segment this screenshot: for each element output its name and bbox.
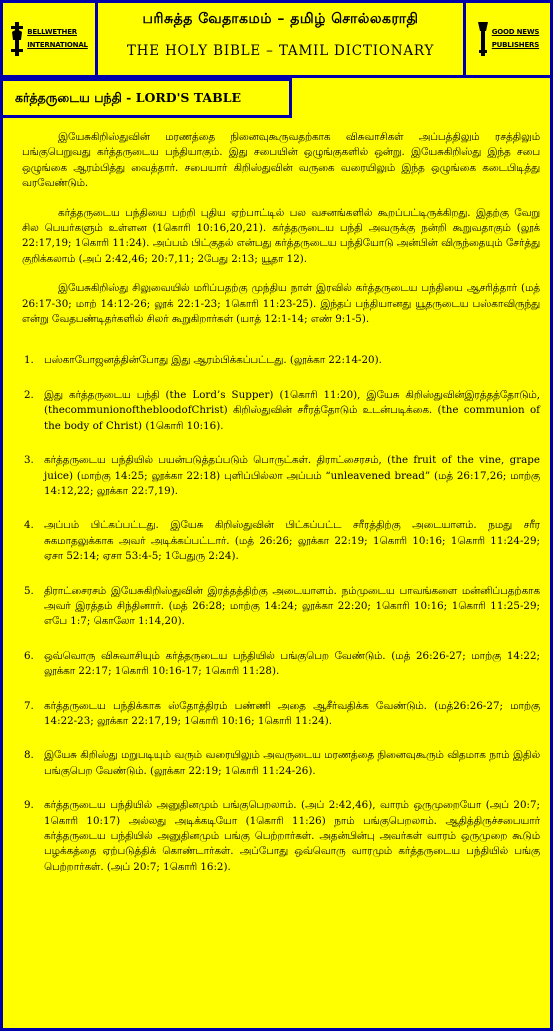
item-text: திராட்சைரசம் இயேசுகிறிஸ்துவின் இரத்தத்திற்கு அடையாளம். நம்முடைய பாவங்களை மன்னிப்பதற்காக அவர் இரத்தம் சிந்தினார். (மத் 26:28; மாற்கு 14:24; லூக்கா 22:20; 1கொரி 10:16; 1கொரி 11:25-29; எபே 1:7; கொலோ 1:14,20). (44, 584, 540, 628)
intro-paragraph-1: இயேசுகிறிஸ்துவின் மரணத்தை நினைவுகூருவதற்காக விசுவாசிகள் அப்பத்திலும் ரசத்திலும் பங்குபெறுவது கர்த்தருடைய பந்தியாகும். இது சபையின் ஒழுங்குகளில் ஒன்று. இயேசுகிறிஸ்து இந்த சபை ஒழுங்கை ஆரம்பித்து வைத்தார். சபையார் கிறிஸ்துவின் வருகை வரையிலும் இந்த ஒழுங்கை கடைபிடித்து வரவேண்டும். (22, 131, 540, 190)
list-item (18, 798, 540, 875)
title-box (98, 0, 463, 78)
list-item (18, 748, 540, 779)
list-item (18, 584, 540, 630)
item-text: ஒவ்வொரு விசுவாசியும் கர்த்தருடைய பந்தியில் பங்குபெற வேண்டும். (மத் 26:26-27; மாற்கு 14:22; லூக்கா 22:17; 1கொரி 10:16-17; 1கொரி 11:28). (44, 649, 540, 678)
right-logo-line1: GOOD NEWS (491, 28, 540, 36)
item-number: 3. (24, 454, 34, 467)
list-item (18, 353, 540, 368)
header (0, 0, 553, 78)
bellwether-logo (0, 0, 98, 78)
item-number: 8. (24, 749, 34, 762)
item-text: இது கர்த்தருடைய பந்தி (the Lord’s Supper) (1கொரி 11:20), இயேசு கிறிஸ்துவின்இரத்தத்தோடும்,(thecommunionofthebloodofChrist) கிறிஸ்துவின் சரீரத்தோடும் உடன்படிக்கை. (the communion of the body of Christ) (1கொரி 10:16). (44, 388, 540, 432)
list-item (18, 699, 540, 730)
good-news-logo (463, 0, 553, 78)
left-logo-line2: INTERNATIONAL (27, 41, 88, 49)
list-item (18, 518, 540, 564)
item-text: கர்த்தருடைய பந்தியில் அனுதினமும் பங்குபெறலாம். (அப் 2:42,46), வாரம் ஒருமுறையோ (அப் 20:7; 1கொரி 10:17) அல்லது அடிக்கடியோ (1கொரி 11:26) நாம் பங்குபெறலாம். ஆதித்திருச்சபையார் கர்த்தருடைய பந்தியில் அனுதினமும் பங்கு பெற்றார்கள். அதன்பின்பு அவர்கள் வாரம் ஒருமுறை கூடும் பழக்கத்தை ஏற்படுத்திக் கொண்டார்கள். அப்போது ஒவ்வொரு வாரமும் கர்த்தருடைய பந்தியில் பங்கு பெற்றார்கள். (அப் 20:7; 1கொரி 16:2). (44, 799, 540, 873)
title-english: THE HOLY BIBLE – TAMIL DICTIONARY (126, 43, 435, 59)
item-text: பஸ்காபோஜனத்தின்போது இது ஆரம்பிக்கப்பட்டது. (லூக்கா 22:14-20). (44, 354, 382, 367)
torch-icon (477, 22, 489, 56)
item-number: 7. (24, 699, 34, 712)
item-number: 6. (24, 649, 34, 662)
item-number: 2. (24, 388, 34, 401)
points-list (18, 353, 540, 875)
list-item (18, 388, 540, 434)
section-title: கர்த்தருடைய பந்தி - LORD'S TABLE (0, 78, 292, 118)
item-text: கர்த்தருடைய பந்திக்காக ஸ்தோத்திரம் பண்ணி அதை ஆசீர்வதிக்க வேண்டும். (மத்26:26-27; மாற்கு 14:22-23; லூக்கா 22:17,19; 1கொரி 10:16; 1கொரி 11:24). (44, 699, 540, 727)
item-text: அப்பம் பிட்கப்பட்டது. இயேசு கிறிஸ்துவின் பிட்கப்பட்ட சரீரத்திற்கு அடையாளம். நமது சரீர சுகமாதலுக்காக அவர் அடிக்கப்பட்டார். (மத் 26:26; லூக்கா 22:19; 1கொரி 10:16; 1கொரி 11:24-29; ஏசா 52:14; ஏசா 53:4-5; 1பேதுரு 2:24). (44, 519, 540, 563)
bell-icon (10, 22, 24, 56)
item-number: 1. (24, 354, 34, 367)
item-number: 5. (24, 584, 34, 597)
list-item (18, 453, 540, 499)
intro-paragraph-2: கர்த்தருடைய பந்தியை பற்றி புதிய ஏற்பாட்டில் பல வசனங்களில் கூறப்பட்டிருக்கிறது. இதற்கு வேறு சில பெயர்களும் உள்ளன (1கொரி 10:16,20,21). கர்த்தருடைய பந்தி அவருக்கு நன்றி கூறுவதாகும் (லூக் 22:17,19; 1கொரி 11:24). அப்பம் பிட்குதல் என்பது கர்த்தருடைய பந்தியோடு அன்பின் விருந்தையும் சேர்த்து குறிக்கலாம் (அப் 2:42,46; 20:7,11; 2பேது 2:13; யூதா 12). (22, 206, 540, 265)
article-content (18, 122, 540, 894)
list-item (18, 649, 540, 680)
item-number: 9. (24, 799, 34, 812)
item-text: இயேசு கிறிஸ்து மறுபடியும் வரும் வரையிலும் அவருடைய மரணத்தை நினைவுகூரும் விதமாக நாம் இதில் பங்குபெற வேண்டும். (லூக்கா 22:19; 1கொரி 11:24-26). (44, 749, 540, 777)
item-number: 4. (24, 519, 34, 532)
right-logo-line2: PUBLISHERS (491, 41, 540, 49)
intro-paragraph-3: இயேசுகிறிஸ்து சிலுவையில் மரிப்பதற்கு முந்திய நாள் இரவில் கர்த்தருடைய பந்தியை ஆசரித்தார் (மத் 26:17-30; மாற் 14:12-26; லூக் 22:1-23; 1கொரி 11:23-25). இந்தப் பந்தியானது யூதருடைய பஸ்காவிருந்து என்று வேதபண்டிதர்களில் சிலர் கூறுகிறார்கள் (யாத் 12:1-14; எண் 9:1-5). (22, 282, 540, 326)
left-logo-line1: BELLWETHER (27, 28, 77, 36)
title-tamil: பரிசுத்த வேதாகமம் – தமிழ் சொல்லகராதி (142, 11, 419, 27)
item-text: கர்த்தருடைய பந்தியில் பயன்படுத்தப்படும் பொருட்கள். திராட்சைரசம், (the fruit of the vine, grape juice) (மாற்கு 14:25; லூக்கா 22:18) புளிப்பில்லா அப்பம் “unleavened bread” (மத் 26:17,26; மாற்கு 14:12,22; லூக்கா 22:7,19). (44, 454, 540, 497)
